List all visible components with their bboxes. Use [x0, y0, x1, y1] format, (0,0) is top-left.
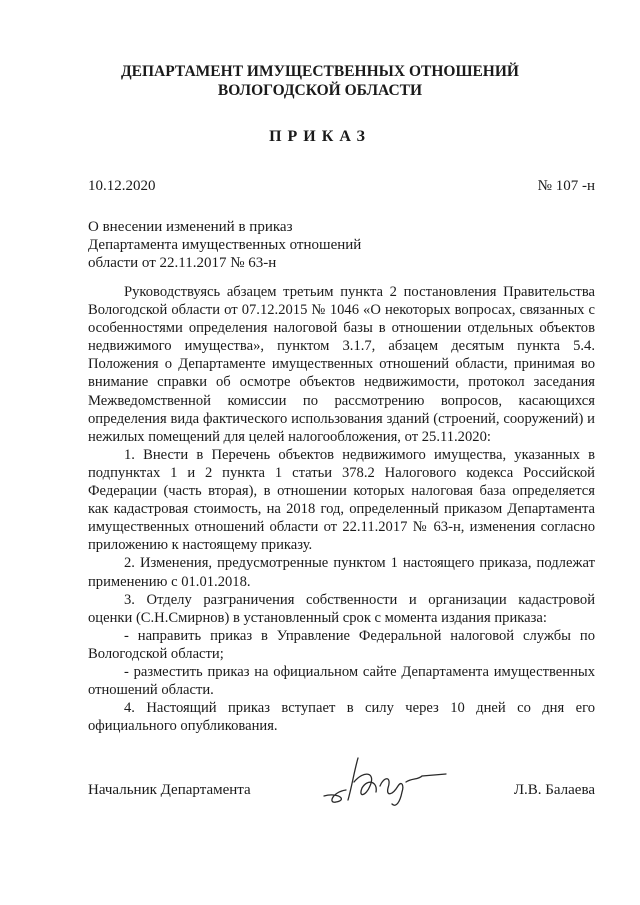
header-line-2: ВОЛОГОДСКОЙ ОБЛАСТИ: [217, 82, 423, 99]
subject-line-1: О внесении изменений в приказ: [88, 219, 293, 235]
body-item-3: 3. Отделу разграничения собственности и организации кадастровой оценки (С.Н.Смирнов) в установленный срок с момента издания приказа:: [88, 591, 595, 626]
date-number-row: [88, 178, 595, 195]
signer-name: Л.В. Балаева: [513, 782, 595, 798]
document-body: [88, 283, 595, 735]
subject-line-3: области от 22.11.2017 № 63-н: [88, 255, 277, 271]
body-item-3-b: - разместить приказ на официальном сайте Департамента имущественных отношений области.: [88, 663, 595, 699]
department-header: [0, 62, 640, 100]
document-type-title: ПРИКАЗ: [269, 128, 371, 145]
body-item-3-a: - направить приказ в Управление Федеральной налоговой службы по Вологодской области;: [88, 627, 595, 662]
signer-position: Начальник Департамента: [88, 782, 251, 798]
body-item-4: 4. Настоящий приказ вступает в силу через 10 дней со дня его официального опубликования.: [88, 700, 595, 735]
handwritten-signature-icon: [318, 752, 453, 810]
document-number: № 107 -н: [537, 178, 595, 194]
body-intro-paragraph: Руководствуясь абзацем третьим пункта 2 постановления Правительства Вологодской области от 07.12.2015 № 1046 «О некоторых вопросах, связанных с особенностями определения налоговой базы в отношении отдельных объектов недвижимого имущества», пунктом 3.1.7, абзацем десятым пункта 5.4. Положения о Департаменте имущественных отношений области, принимая во внимание справки об осмотре объектов недвижимости, протокол заседания Межведомственной комиссии по рассмотрению вопросов, касающихся определения вида фактического использования зданий (строений, сооружений) и нежилых помещений для целей налогообложения, от 25.11.2020:: [88, 284, 595, 445]
subject-line-2: Департамента имущественных отношений: [88, 237, 362, 253]
document-subject: [88, 218, 361, 272]
body-item-2: 2. Изменения, предусмотренные пунктом 1 настоящего приказа, подлежат применению с 01.01.2018.: [88, 555, 595, 590]
document-date: 10.12.2020: [88, 178, 156, 194]
body-item-1: 1. Внести в Перечень объектов недвижимого имущества, указанных в подпунктах 1 и 2 пункта 1 статьи 378.2 Налогового кодекса Российской Федерации (часть вторая), в отношении которых налоговая база определяется как кадастровая стоимость, на 2018 год, определенный приказом Департамента имущественных отношений области от 22.11.2017 № 63-н, изменения согласно приложению к настоящему приказу.: [88, 446, 595, 554]
header-line-1: ДЕПАРТАМЕНТ ИМУЩЕСТВЕННЫХ ОТНОШЕНИЙ: [121, 63, 519, 80]
